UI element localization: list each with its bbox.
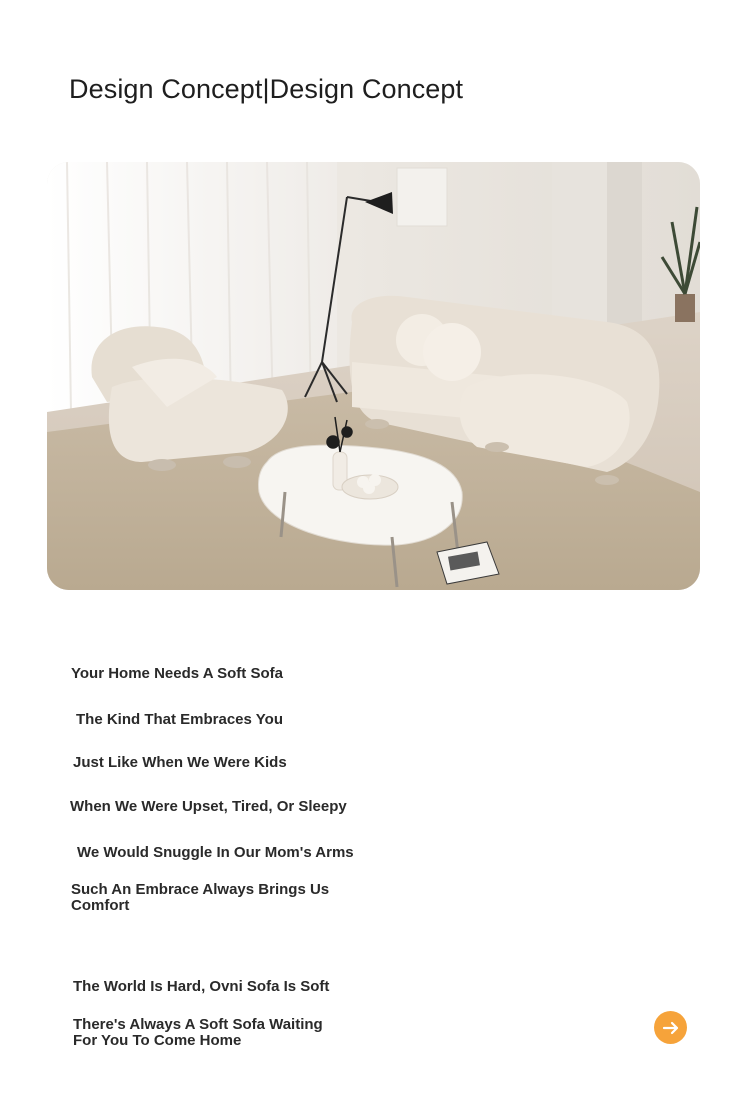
story-line-7: The World Is Hard, Ovni Sofa Is Soft (73, 978, 330, 995)
hero-image (47, 162, 700, 590)
page-title: Design Concept|Design Concept (69, 74, 464, 104)
story-line-4: When We Were Upset, Tired, Or Sleepy (70, 798, 347, 815)
story-line-3: Just Like When We Were Kids (73, 754, 287, 771)
sofa-living-room-photo (47, 162, 700, 590)
arrow-right-icon (661, 1018, 681, 1038)
story-line-5: We Would Snuggle In Our Mom's Arms (77, 844, 354, 861)
next-button[interactable] (654, 1011, 687, 1044)
story-line-2: The Kind That Embraces You (76, 711, 283, 728)
story-line-8: There's Always A Soft Sofa Waiting For You To Come Home (73, 1016, 323, 1049)
story-line-6: Such An Embrace Always Brings Us Comfort (71, 881, 330, 914)
story-line-1: Your Home Needs A Soft Sofa (71, 665, 283, 682)
